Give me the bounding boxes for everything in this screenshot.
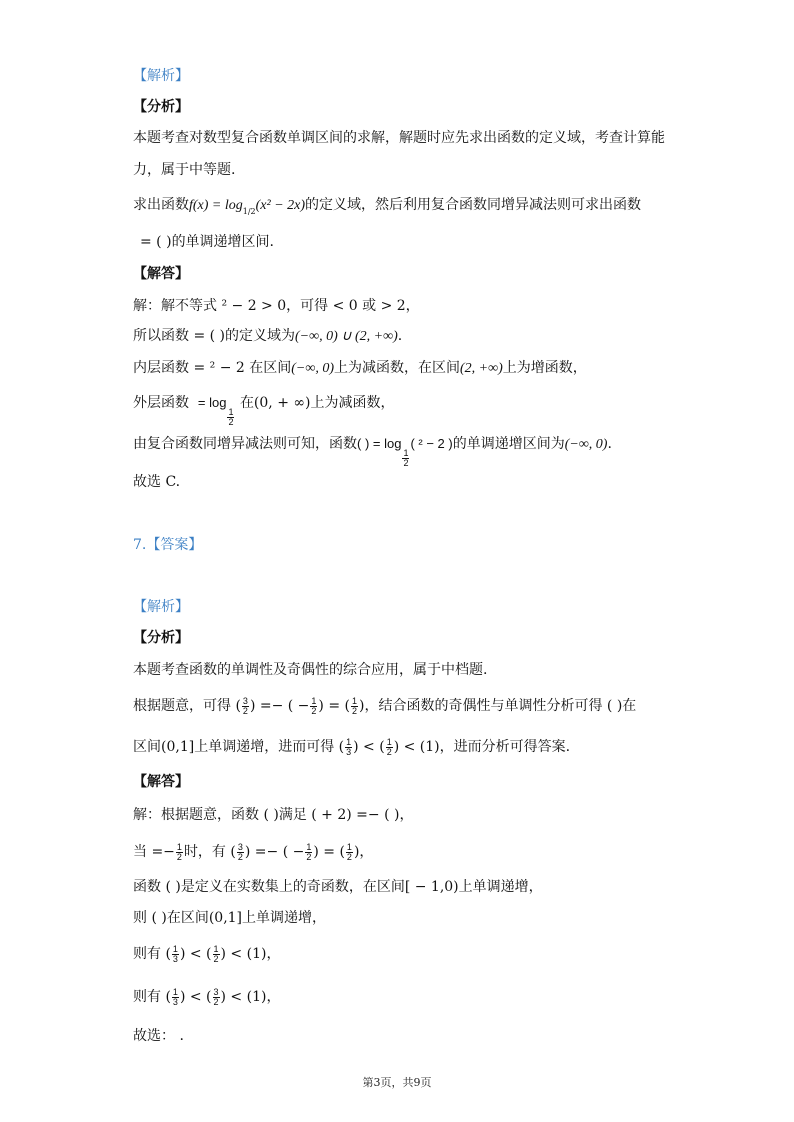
text: ) < (1)， (220, 946, 281, 962)
q7-solution-line-6 (133, 987, 280, 1007)
text: ) < ( (179, 989, 212, 1005)
text: ) < (1)， (220, 989, 281, 1005)
q7-solution-line-4: 则 ( )在区间(0,1]上单调递增， (133, 910, 327, 926)
q7-section-label-jieda: 【解答】 (133, 774, 189, 790)
text: )， (353, 844, 374, 860)
solution-line-6: 故选 C. (133, 474, 181, 490)
math-fraction (213, 988, 220, 1007)
text: 求出函数 (133, 197, 189, 213)
text: 则有 ( (133, 946, 171, 962)
text: ) = ( (313, 844, 345, 860)
text: 时，有 ( (183, 844, 236, 860)
section-label-jieda: 【解答】 (133, 266, 189, 282)
numerator: 3 (242, 695, 248, 706)
denominator: 2 (213, 953, 219, 964)
denominator: 3 (172, 953, 178, 964)
math-fraction (310, 697, 317, 716)
text: ) = ( (318, 698, 350, 714)
numerator: 1 (213, 943, 219, 954)
q7-answer-label: 7.【答案】 (133, 537, 203, 553)
q7-solution-line-2 (133, 842, 373, 862)
analysis-line-3 (133, 195, 641, 222)
q7-solution-line-5 (133, 944, 280, 964)
text: ) =− ( − (244, 844, 305, 860)
q7-section-label-jiexi: 【解析】 (133, 599, 189, 615)
numerator: 1 (351, 695, 357, 706)
math-interval: (−∞, 0) ∪ (2, +∞) (295, 329, 398, 344)
q7-analysis-line-3 (133, 737, 570, 757)
numerator: 3 (237, 841, 243, 852)
text: 的单调递增区间为 (452, 436, 565, 452)
text: ) < (1)，进而分析可得答案. (393, 739, 571, 755)
numerator: 3 (213, 986, 219, 997)
math-interval: (−∞, 0) (564, 437, 608, 452)
math-fraction (176, 843, 183, 862)
denominator: 2 (386, 746, 392, 757)
solution-line-5 (133, 434, 612, 468)
text: 上为减函数，在区间 (334, 360, 460, 376)
denominator: 2 (306, 851, 312, 862)
text: 所以函数 = ( )的定义域为 (133, 328, 296, 344)
math-fraction (237, 843, 244, 862)
math-interval: (−∞, 0) (291, 361, 334, 376)
q7-analysis-line-1: 本题考查函数的单调性及奇偶性的综合应用，属于中档题. (133, 662, 488, 678)
text: 的单调递增区间. (171, 234, 275, 250)
math-fraction (172, 945, 179, 964)
solution-line-3 (133, 358, 587, 379)
numerator: 1 (306, 841, 312, 852)
math-fraction (402, 449, 409, 468)
solution-line-4 (133, 393, 395, 427)
text: 上为增函数， (502, 360, 587, 376)
numerator: 1 (311, 695, 317, 706)
math-subscript: 1/2 (242, 207, 256, 216)
denominator: 2 (237, 851, 243, 862)
denominator: 2 (242, 705, 248, 716)
math-fraction (345, 738, 352, 757)
section-label-fenxi: 【分析】 (133, 99, 189, 115)
q7-solution-line-7: 故选： . (133, 1028, 184, 1044)
numerator: 1 (172, 943, 178, 954)
denominator: 2 (213, 996, 219, 1007)
math-log: = log (197, 395, 227, 410)
denominator: 2 (403, 458, 409, 468)
math-fraction (172, 988, 179, 1007)
denominator: 2 (351, 705, 357, 716)
math-fraction (386, 738, 393, 757)
text: 的定义域，然后利用复合函数同增异减法则可求出函数 (305, 197, 642, 213)
page-footer: 第3页，共9页 (362, 1076, 432, 1089)
text: 内层函数 = ² − 2 在区间 (133, 360, 292, 376)
math-fraction (346, 843, 353, 862)
math-argument: (x² − 2x) (255, 198, 306, 213)
text: 当 =− (133, 844, 175, 860)
math-formula: f(x) = log (189, 198, 243, 213)
analysis-line-2: 力，属于中等题. (133, 162, 236, 178)
math-fraction (213, 945, 220, 964)
denominator: 2 (311, 705, 317, 716)
text: . (397, 328, 403, 344)
text: 根据题意，可得 ( (133, 698, 241, 714)
text: 外层函数 (133, 395, 189, 411)
q7-solution-line-3: 函数 ( )是定义在实数集上的奇函数，在区间[ − 1,0)上单调递增， (133, 879, 543, 895)
numerator: 1 (386, 736, 392, 747)
analysis-line-1: 本题考查对数型复合函数单调区间的求解，解题时应先求出函数的定义域，考查计算能 (133, 130, 665, 146)
numerator: 1 (346, 841, 352, 852)
math-fraction (242, 697, 249, 716)
numerator: 1 (403, 448, 409, 458)
denominator: 2 (346, 851, 352, 862)
text: )，结合函数的奇偶性与单调性分析可得 ( )在 (359, 698, 637, 714)
numerator: 1 (228, 407, 234, 417)
math-fraction (305, 843, 312, 862)
math-log: ( ) = log (357, 436, 402, 451)
denominator: 3 (172, 996, 178, 1007)
analysis-line-4 (140, 232, 274, 252)
math-argument: ( ² − 2 ) (410, 436, 453, 451)
denominator: 3 (346, 746, 352, 757)
text: ) =− ( − (249, 698, 310, 714)
denominator: 2 (228, 417, 234, 427)
math-fraction (227, 408, 234, 427)
solution-line-2 (133, 326, 402, 347)
text: 则有 ( (133, 989, 171, 1005)
text: . (607, 436, 612, 452)
text: 在(0, + ∞)上为减函数， (239, 395, 395, 411)
text: ) < ( (179, 946, 212, 962)
section-label-jiexi: 【解析】 (133, 68, 189, 84)
math-interval: (2, +∞) (460, 361, 503, 376)
q7-solution-line-1: 解：根据题意，函数 ( )满足 ( + 2) =− ( )， (133, 807, 414, 823)
numerator: 1 (172, 986, 178, 997)
text: = ( ) (140, 234, 172, 250)
solution-line-1: 解：解不等式 ² − 2 > 0，可得 < 0 或 > 2， (133, 298, 420, 314)
text: ) < ( (353, 739, 385, 755)
q7-analysis-line-2 (133, 696, 636, 716)
numerator: 1 (176, 841, 182, 852)
denominator: 2 (176, 851, 182, 862)
text: 区间(0,1]上单调递增，进而可得 ( (133, 739, 345, 755)
math-fraction (351, 697, 358, 716)
text: 由复合函数同增异减法则可知，函数 (133, 436, 357, 452)
q7-section-label-fenxi: 【分析】 (133, 630, 189, 646)
numerator: 1 (346, 736, 352, 747)
